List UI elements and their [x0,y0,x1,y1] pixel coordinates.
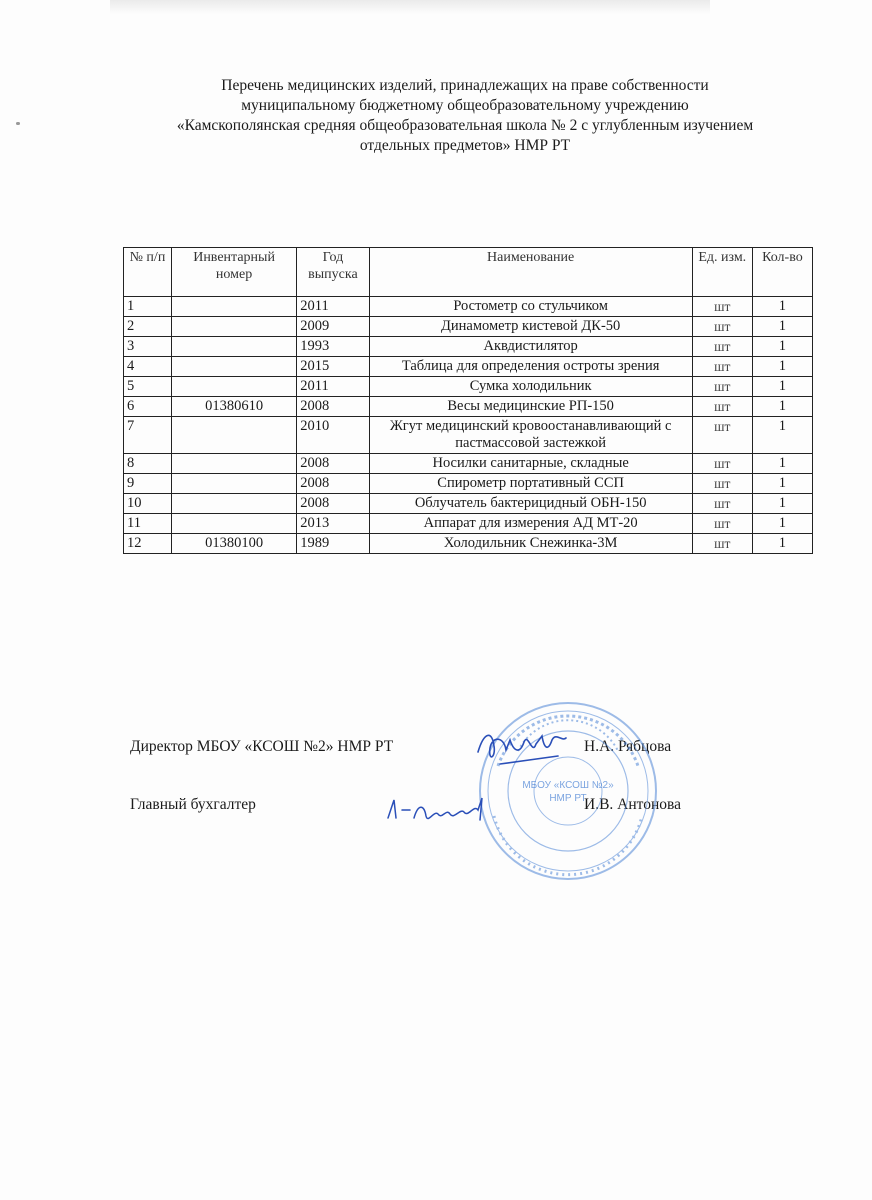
cell-number: 2 [124,317,172,337]
cell-quantity: 1 [752,417,812,454]
cell-year: 2013 [297,514,369,534]
cell-year: 2011 [297,377,369,397]
cell-quantity: 1 [752,297,812,317]
cell-number: 11 [124,514,172,534]
table-header-row [124,248,813,297]
cell-name: Весы медицинские РП-150 [369,397,692,417]
cell-name: Аппарат для измерения АД МТ-20 [369,514,692,534]
cell-quantity: 1 [752,474,812,494]
cell-inventory-number [171,474,296,494]
cell-year: 2010 [297,417,369,454]
cell-inventory-number [171,357,296,377]
cell-year: 1989 [297,534,369,554]
cell-name: Сумка холодильник [369,377,692,397]
stamp-center-line-1: МБОУ «КСОШ №2» [522,780,614,791]
cell-number: 12 [124,534,172,554]
stamp-center-line-2: НМР РТ [549,793,587,804]
cell-unit: шт [692,397,752,417]
cell-name: Ростометр со стульчиком [369,297,692,317]
table-row [124,337,813,357]
table-row [124,357,813,377]
table-row [124,474,813,494]
cell-number: 4 [124,357,172,377]
cell-inventory-number [171,494,296,514]
cell-number: 7 [124,417,172,454]
cell-name: Холодильник Снежинка-3М [369,534,692,554]
header-year: Год выпуска [297,248,369,297]
cell-inventory-number [171,377,296,397]
cell-name: Жгут медицинский кровоостанавливающий с пастмассовой застежкой [369,417,692,454]
cell-quantity: 1 [752,317,812,337]
cell-unit: шт [692,494,752,514]
header-number: № п/п [124,248,172,297]
cell-quantity: 1 [752,337,812,357]
cell-inventory-number [171,317,296,337]
cell-unit: шт [692,337,752,357]
header-name: Наименование [369,248,692,297]
cell-unit: шт [692,297,752,317]
cell-year: 2015 [297,357,369,377]
cell-year: 2008 [297,397,369,417]
cell-year: 2011 [297,297,369,317]
cell-quantity: 1 [752,494,812,514]
cell-unit: шт [692,534,752,554]
cell-quantity: 1 [752,377,812,397]
table-row [124,317,813,337]
table-row [124,397,813,417]
cell-unit: шт [692,357,752,377]
cell-year: 2008 [297,494,369,514]
director-signature [470,722,580,772]
cell-name: Облучатель бактерицидный ОБН-150 [369,494,692,514]
cell-quantity: 1 [752,514,812,534]
table-body [124,297,813,554]
heading-line-1: Перечень медицинских изделий, принадлежащих на праве собственности [221,77,709,94]
cell-unit: шт [692,417,752,454]
document-heading [120,76,810,156]
cell-inventory-number [171,297,296,317]
cell-number: 9 [124,474,172,494]
cell-quantity: 1 [752,454,812,474]
cell-inventory-number [171,337,296,357]
cell-unit: шт [692,514,752,534]
table-row [124,297,813,317]
cell-inventory-number [171,454,296,474]
header-unit: Ед. изм. [692,248,752,297]
table-row [124,494,813,514]
scan-speck [16,122,20,125]
cell-inventory-number [171,514,296,534]
cell-number: 5 [124,377,172,397]
cell-number: 10 [124,494,172,514]
heading-line-3: «Камскополянская средняя общеобразовательная школа № 2 с углубленным изучением [176,117,754,134]
director-title: Директор МБОУ «КСОШ №2» НМР РТ [130,738,394,755]
cell-year: 2009 [297,317,369,337]
table-row [124,534,813,554]
header-quantity: Кол-во [752,248,812,297]
accountant-signature [382,790,502,830]
cell-quantity: 1 [752,534,812,554]
table-row [124,417,813,454]
cell-year: 2008 [297,474,369,494]
heading-line-2: муниципальному бюджетному общеобразовательному учреждению [241,97,689,114]
cell-inventory-number [171,417,296,454]
heading-line-4: отдельных предметов» НМР РТ [359,137,571,154]
cell-name: Носилки санитарные, складные [369,454,692,474]
cell-name: Спирометр портативный ССП [369,474,692,494]
accountant-name: И.В. Антонова [584,796,682,813]
cell-inventory-number: 01380100 [171,534,296,554]
cell-unit: шт [692,377,752,397]
cell-year: 2008 [297,454,369,474]
medical-items-table [123,247,813,554]
table-row [124,514,813,534]
cell-number: 3 [124,337,172,357]
cell-year: 1993 [297,337,369,357]
cell-unit: шт [692,317,752,337]
scan-smudge [110,0,710,14]
cell-number: 8 [124,454,172,474]
cell-number: 1 [124,297,172,317]
cell-name: Аквдистилятор [369,337,692,357]
table-row [124,454,813,474]
cell-quantity: 1 [752,397,812,417]
table-row [124,377,813,397]
cell-unit: шт [692,474,752,494]
cell-unit: шт [692,454,752,474]
cell-quantity: 1 [752,357,812,377]
cell-number: 6 [124,397,172,417]
cell-inventory-number: 01380610 [171,397,296,417]
cell-name: Таблица для определения остроты зрения [369,357,692,377]
director-name: Н.А. Рябцова [584,738,672,755]
cell-name: Динамометр кистевой ДК-50 [369,317,692,337]
accountant-title: Главный бухгалтер [130,796,256,813]
header-inventory-number: Инвентарный номер [171,248,296,297]
